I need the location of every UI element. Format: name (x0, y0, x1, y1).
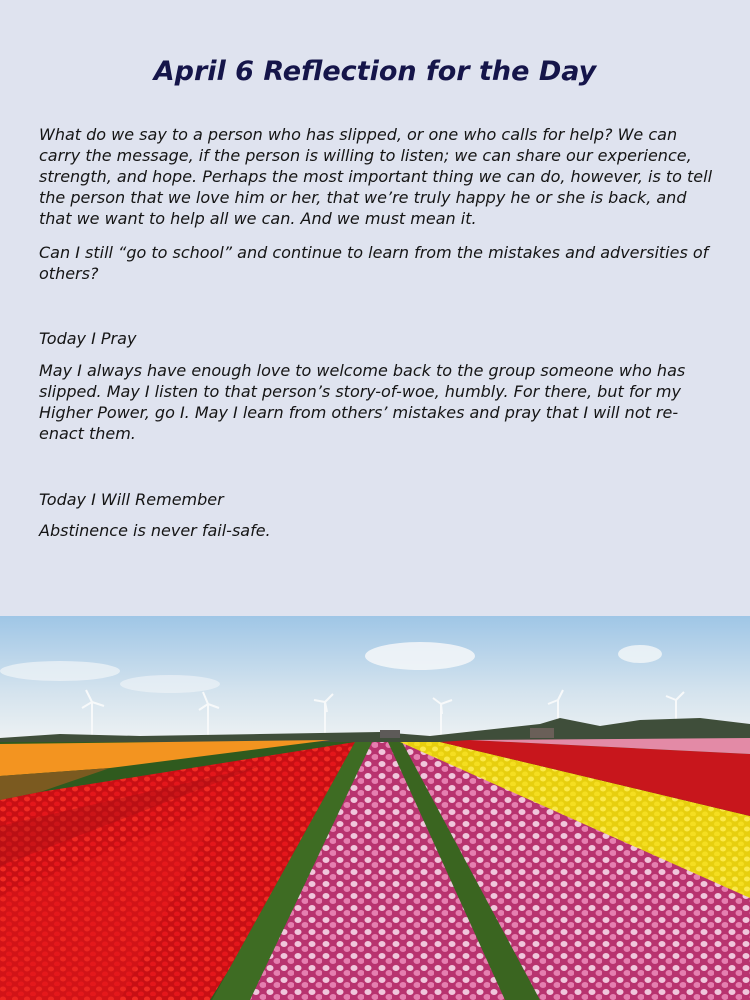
reflection-question: Can I still “go to school” and continue to learn from the mistakes and adversities of others? (39, 243, 709, 283)
prayer-text: May I always have enough love to welcome back to the group someone who has slipped. May I listen to that person’s story-of-woe, humbly. For there, but for my Higher Power, go I. May I learn from others’ mistakes and pray that I will not re-enact them. (39, 361, 686, 443)
tulip-field-photo (0, 616, 750, 1000)
prayer-heading: Today I Pray (39, 329, 137, 348)
page-title: April 6 Reflection for the Day (153, 56, 597, 87)
reflection-paragraph: What do we say to a person who has slipped, or one who calls for help? We can carry the message, if the person is willing to listen; we can share our experience, strength, and hope. Perhaps the most important thing we can do, however, is to tell the person that we love him or her, that we’re truly happy he or she is back, and that we want to help all we can. And we must mean it. (39, 125, 713, 228)
remember-heading: Today I Will Remember (39, 490, 224, 509)
remember-text: Abstinence is never fail-safe. (39, 521, 271, 540)
